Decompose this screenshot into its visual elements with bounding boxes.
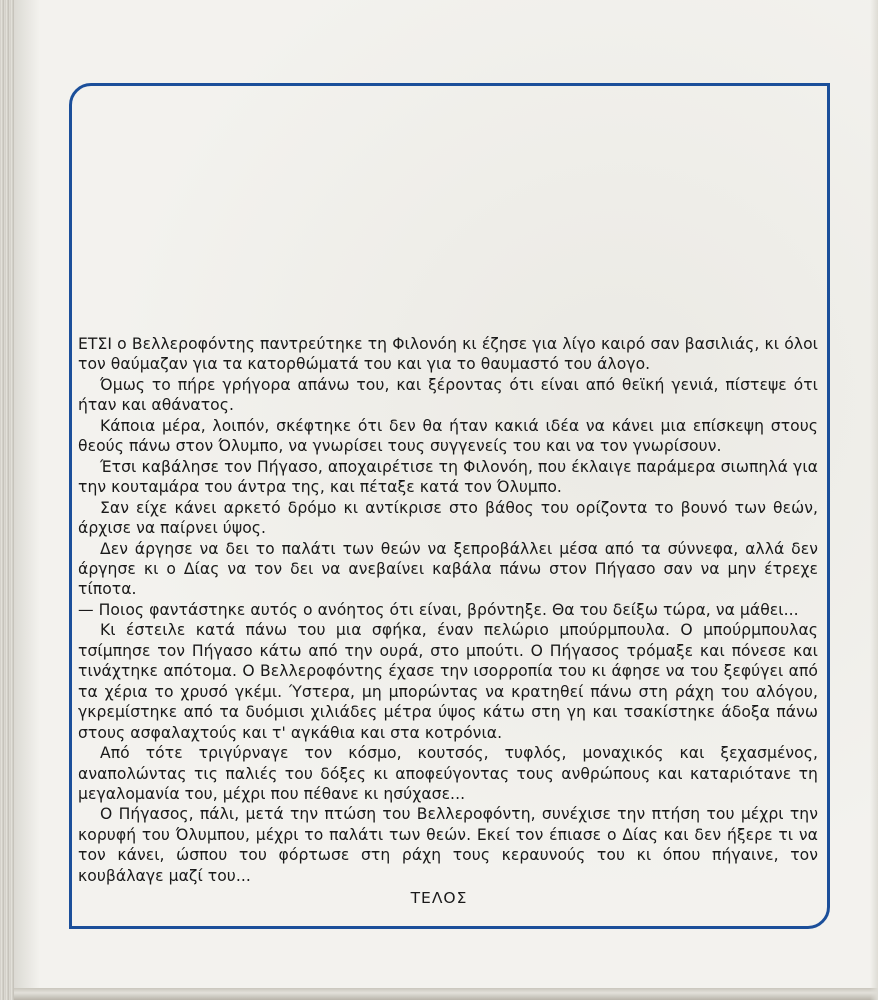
story-paragraph: Από τότε τριγύρναγε τον κόσμο, κουτσός, τυφλός, μοναχικός και ξεχασμένος, αναπολώντας τις παλιές του δόξες κι αποφεύγοντας τους ανθρώπους και καταριότανε τη μεγαλομανία του, μέχρι που πέθανε κι ησύχασε...	[78, 744, 818, 803]
story-dialogue-line: — Ποιος φαντάστηκε αυτός ο ανόητος ότι είναι, βρόντηξε. Θα του δείξω τώρα, να μάθει...	[78, 600, 799, 619]
story-paragraph: Όμως το πήρε γρήγορα απάνω του, και ξέροντας ότι είναι από θεϊκή γενιά, πίστεψε ότι ήταν και αθάνατος.	[78, 375, 818, 415]
story-paragraph: Κάποια μέρα, λοιπόν, σκέφτηκε ότι δεν θα ήταν κακιά ιδέα να κάνει μια επίσκεψη στους θεούς πάνω στον Όλυμπο, να γνωρίσει τους συγγενείς του και να τον γνωρίσουν.	[78, 416, 818, 456]
story-text	[78, 334, 818, 886]
book-page-bottom-edge	[14, 988, 878, 1000]
story-paragraph: ΕΤΣΙ ο Βελλεροφόντης παντρεύτηκε τη Φιλονόη κι έζησε για λίγο καιρό σαν βασιλιάς, κι όλοι τον θαύμαζαν για τα κατορθώματά του και για το θαυμαστό του άλογο.	[78, 335, 818, 374]
story-ending-label: ΤΕΛΟΣ	[410, 889, 468, 907]
book-page-edges	[0, 0, 14, 1000]
book-page-right-edge	[870, 0, 878, 1000]
story-paragraph: Κι έστειλε κατά πάνω του μια σφήκα, έναν πελώριο μπούρμπουλα. Ο μπούρμπουλας τσίμπησε τον Πήγασο κάτω από την ουρά, στο μπούτι. Ο Πήγασος τρόμαξε και πόνεσε και τινάχτηκε απότομα. Ο Βελλεροφόντης έχασε την ισορροπία του κι άφησε να του ξεφύγει από τα χέρια το χρυσό γκέμι. Ύστερα, μη μπορώντας να κρατηθεί πάνω στη ράχη του αλόγου, γκρεμίστηκε από τα δυόμισι χιλιάδες μέτρα ύψος κάτω στη γη και τσακίστηκε άδοξα πάνω στους ασφαλαχτούς και τ' αγκάθια και στα κοτρόνια.	[78, 621, 818, 742]
story-paragraph: Δεν άργησε να δει το παλάτι των θεών να ξεπροβάλλει μέσα από τα σύννεφα, αλλά δεν άργησε κι ο Δίας να τον δει να ανεβαίνει καβάλα πάνω στον Πήγασο σαν να μην έτρεχε τίποτα.	[78, 539, 818, 599]
story-paragraph: Σαν είχε κάνει αρκετό δρόμο κι αντίκρισε στο βάθος του ορίζοντα το βουνό των θεών, άρχισε να παίρνει ύψος.	[78, 498, 818, 538]
story-paragraph: Έτσι καβάλησε τον Πήγασο, αποχαιρέτισε τη Φιλονόη, που έκλαιγε παράμερα σιωπηλά για την κουταμάρα του άντρα της, και πέταξε κατά τον Όλυμπο.	[78, 457, 818, 497]
story-paragraph: Ο Πήγασος, πάλι, μετά την πτώση του Βελλεροφόντη, συνέχισε την πτήση του μέχρι την κορυφή του Όλυμπου, μέχρι το παλάτι των θεών. Εκεί τον έπιασε ο Δίας και δεν ήξερε τι να τον κάνει, ώσπου του φόρτωσε στη ράχη τους κεραυνούς του κι όπου πήγαινε, τον κουβάλαγε μαζί του...	[78, 805, 818, 885]
